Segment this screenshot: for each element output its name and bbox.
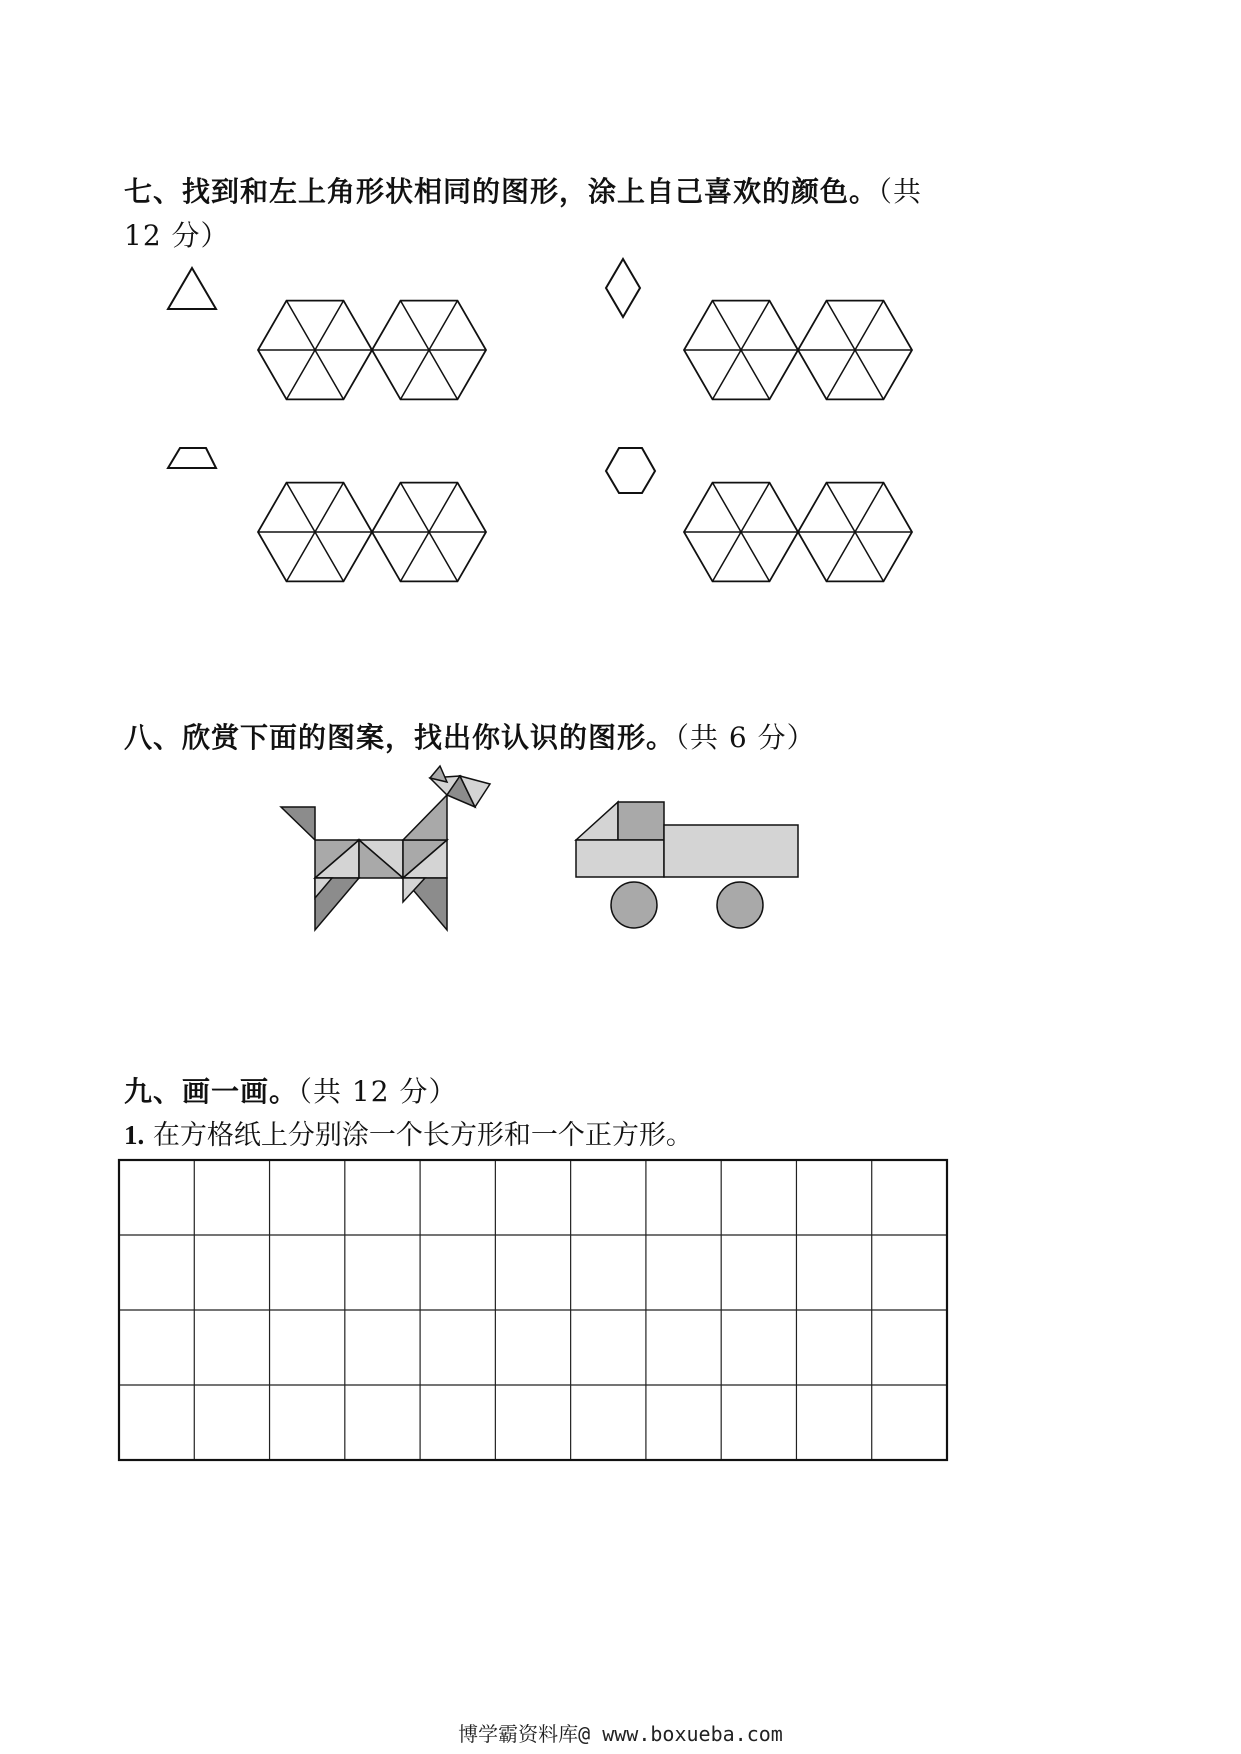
section7-title — [124, 172, 922, 212]
square-grid-paper[interactable] — [117, 1158, 949, 1462]
section9-points: （共 12 分） — [298, 1075, 458, 1108]
section9-title — [124, 1072, 457, 1112]
truck — [570, 790, 810, 940]
hexagon-grid-figure-4 — [682, 452, 922, 622]
rhombus-icon — [603, 256, 653, 326]
section7-points-open: （共 — [878, 175, 923, 208]
hexagon-icon — [604, 445, 664, 500]
section7-title-text: 七、找到和左上角形状相同的图形，涂上自己喜欢的颜色。 — [124, 175, 879, 208]
section7-points-line2 — [124, 216, 230, 256]
triangle-icon — [165, 264, 225, 314]
question-number: 1. — [124, 1120, 145, 1150]
section9-question-1 — [124, 1116, 693, 1155]
hexagon-grid-figure-3 — [256, 452, 496, 622]
trapezoid-icon — [165, 445, 225, 475]
section8-points: （共 6 分） — [675, 721, 816, 754]
question-text: 在方格纸上分别涂一个长方形和一个正方形。 — [152, 1120, 693, 1151]
section7-points-text: 12 分） — [124, 219, 230, 252]
footer-watermark: 博学霸资料库@ www.boxueba.com — [458, 1722, 783, 1746]
section8-title-text: 八、欣赏下面的图案，找出你认识的图形。 — [124, 721, 676, 754]
tangram-horse — [275, 762, 505, 942]
section8-title — [124, 718, 816, 758]
section9-title-text: 九、画一画。 — [124, 1075, 299, 1108]
hexagon-grid-figure-2 — [682, 270, 922, 440]
hexagon-grid-figure-1 — [256, 270, 496, 440]
